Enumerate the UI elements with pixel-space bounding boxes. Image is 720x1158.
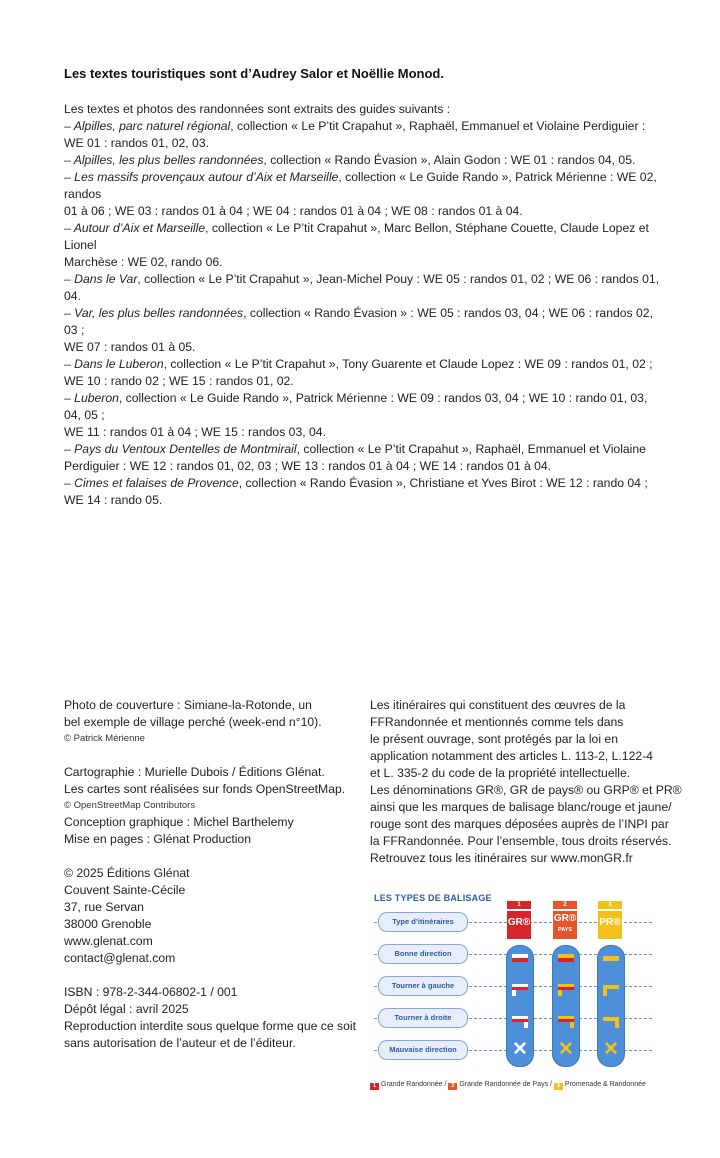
balisage-figure <box>370 889 660 1099</box>
guide-details: , collection « Le P’tit Crapahut », Tony Guarente et Claude Lopez : WE 09 : randos 01, 02 ; <box>163 357 653 371</box>
source-entry <box>64 441 664 458</box>
guide-details: , collection « Rando Évasion », Alain Godon : WE 01 : randos 04, 05. <box>263 153 636 167</box>
guide-details: , collection « Le Guide Rando », Patrick Mérienne : WE 09 : randos 03, 04 ; WE 10 : rando 01, 03, 04, 05 ; <box>64 391 648 422</box>
source-entry-continuation: WE 14 : rando 05. <box>64 493 163 507</box>
guide-details: , collection « Le P’tit Crapahut », Marc Bellon, Stéphane Couette, Claude Lopez et Lionel <box>64 221 649 252</box>
guide-title: – Luberon <box>64 391 119 405</box>
guide-details: , collection « Le P’tit Crapahut », Raphaël, Emmanuel et Violaine <box>296 442 646 456</box>
guide-title: – Dans le Luberon <box>64 357 164 371</box>
source-entry-continuation: Marchèse : WE 02, rando 06. <box>64 255 223 269</box>
source-entry <box>64 390 664 424</box>
row-label-turn-left: Tourner à gauche <box>378 976 468 996</box>
source-entry-continuation: Perdiguier : WE 12 : randos 01, 02, 03 ; WE 13 : randos 01 à 04 ; WE 14 : randos 01 à 04. <box>64 459 552 473</box>
source-entry <box>64 220 664 254</box>
email-link[interactable]: contact@glenat.com <box>64 951 176 965</box>
guide-title: – Dans le Var <box>64 272 138 286</box>
legal-column <box>370 697 682 867</box>
balisage-legend: 1 Grande Randonnée / 2 Grande Randonnée de Pays / 3 Promenade & Randonnée <box>370 1081 660 1090</box>
guide-details: , collection « Le P’tit Crapahut », Jean-Michel Pouy : WE 05 : randos 01, 02 ; WE 06 : randos 01, 04. <box>64 272 660 303</box>
address-line-2: 37, rue Servan <box>64 900 144 914</box>
legal-line: Les dénominations GR®, GR de pays® ou GRP® et PR® <box>370 783 682 797</box>
credits-column <box>64 697 357 1052</box>
gr-badge: 1 GR® <box>507 911 531 939</box>
gr-marks-capsule <box>506 945 534 1067</box>
address-line-1: Couvent Sainte-Cécile <box>64 883 186 897</box>
sources-list <box>64 118 664 509</box>
balisage-title: LES TYPES DE BALISAGE <box>374 893 492 903</box>
cartography-credit: Cartographie : Murielle Dubois / Éditions Glénat. <box>64 765 325 779</box>
guide-details: , collection « Rando Évasion » : WE 05 : randos 03, 04 ; WE 06 : randos 02, 03 ; <box>64 306 653 337</box>
legal-line: le présent ouvrage, sont protégés par la loi en <box>370 732 618 746</box>
guide-title: – Les massifs provençaux autour d’Aix et Marseille <box>64 170 339 184</box>
source-entry <box>64 118 664 135</box>
design-credit: Conception graphique : Michel Barthelemy <box>64 815 294 829</box>
legal-line: rouge sont des marques déposées auprès de l’INPI par <box>370 817 669 831</box>
row-label-good-direction: Bonne direction <box>378 944 468 964</box>
legal-deposit: Dépôt légal : avril 2025 <box>64 1002 189 1016</box>
legal-line: Retrouvez tous les itinéraires sur www.monGR.fr <box>370 851 633 865</box>
source-entry-continuation: WE 11 : randos 01 à 04 ; WE 15 : randos 03, 04. <box>64 425 326 439</box>
row-label-type: Type d’itinéraires <box>378 912 468 932</box>
guide-title: – Cimes et falaises de Provence <box>64 476 239 490</box>
reproduction-notice-2: sans autorisation de l’auteur et de l’éditeur. <box>64 1036 296 1050</box>
legal-line: application notamment des articles L. 113-2, L.122-4 <box>370 749 653 763</box>
sources-heading: Les textes et photos des randonnées sont extraits des guides suivants : <box>64 102 451 116</box>
cover-photo-credit: © Patrick Mérienne <box>64 733 145 744</box>
intro-title: Les textes touristiques sont d’Audrey Salor et Noëllie Monod. <box>64 66 444 81</box>
row-label-wrong-direction: Mauvaise direction <box>378 1040 468 1060</box>
source-entry <box>64 169 664 203</box>
osm-credit: © OpenStreetMap Contributors <box>64 800 196 811</box>
sources-block <box>64 101 664 509</box>
cover-credit-1: Photo de couverture : Simiane-la-Rotonde, un <box>64 698 312 712</box>
source-entry <box>64 152 664 169</box>
layout-credit: Mise en pages : Glénat Production <box>64 832 251 846</box>
address-line-3: 38000 Grenoble <box>64 917 152 931</box>
maps-credit: Les cartes sont réalisées sur fonds OpenStreetMap. <box>64 782 346 796</box>
legal-line: ainsi que les marques de balisage blanc/rouge et jaune/ <box>370 800 672 814</box>
source-entry <box>64 356 664 373</box>
cross-icon: ✕ <box>603 1039 619 1060</box>
website-link[interactable]: www.glenat.com <box>64 934 153 948</box>
cover-credit-2: bel exemple de village perché (week-end n°10). <box>64 715 322 729</box>
guide-details: , collection « Rando Évasion », Christiane et Yves Birot : WE 12 : rando 04 ; <box>238 476 648 490</box>
guide-title: – Alpilles, parc naturel régional <box>64 119 231 133</box>
cross-icon: ✕ <box>512 1039 528 1060</box>
legal-line: FFRandonnée et mentionnés comme tels dans <box>370 715 624 729</box>
source-entry-continuation: WE 07 : randos 01 à 05. <box>64 340 196 354</box>
copyright: © 2025 Éditions Glénat <box>64 866 190 880</box>
legal-line: la FFRandonnée. Pour l’ensemble, tous droits réservés. <box>370 834 672 848</box>
guide-title: – Alpilles, les plus belles randonnées <box>64 153 264 167</box>
source-entry <box>64 475 664 492</box>
gr-pays-marks-capsule <box>552 945 580 1067</box>
legal-line: et L. 335-2 du code de la propriété intellectuelle. <box>370 766 631 780</box>
source-entry-continuation: WE 01 : randos 01, 02, 03. <box>64 136 209 150</box>
source-entry <box>64 305 664 339</box>
source-entry-continuation: 01 à 06 ; WE 03 : randos 01 à 04 ; WE 04 : randos 01 à 04 ; WE 08 : randos 01 à 04. <box>64 204 523 218</box>
isbn: ISBN : 978-2-344-06802-1 / 001 <box>64 985 238 999</box>
pr-badge: 3 PR® <box>598 911 622 939</box>
source-entry <box>64 271 664 305</box>
guide-title: – Autour d’Aix et Marseille <box>64 221 206 235</box>
guide-title: – Pays du Ventoux Dentelles de Montmirail <box>64 442 297 456</box>
row-label-turn-right: Tourner à droite <box>378 1008 468 1028</box>
guide-details: , collection « Le Guide Rando », Patrick Mérienne : WE 02, randos <box>64 170 657 201</box>
guide-title: – Var, les plus belles randonnées <box>64 306 244 320</box>
legal-line: Les itinéraires qui constituent des œuvres de la <box>370 698 626 712</box>
pr-marks-capsule <box>597 945 625 1067</box>
source-entry-continuation: WE 10 : rando 02 ; WE 15 : randos 01, 02. <box>64 374 294 388</box>
cross-icon: ✕ <box>558 1039 574 1060</box>
guide-details: , collection « Le P’tit Crapahut », Raphaël, Emmanuel et Violaine Perdiguier : <box>230 119 646 133</box>
gr-pays-badge: 2 GR® PAYS <box>553 911 577 939</box>
reproduction-notice-1: Reproduction interdite sous quelque forme que ce soit <box>64 1019 357 1033</box>
